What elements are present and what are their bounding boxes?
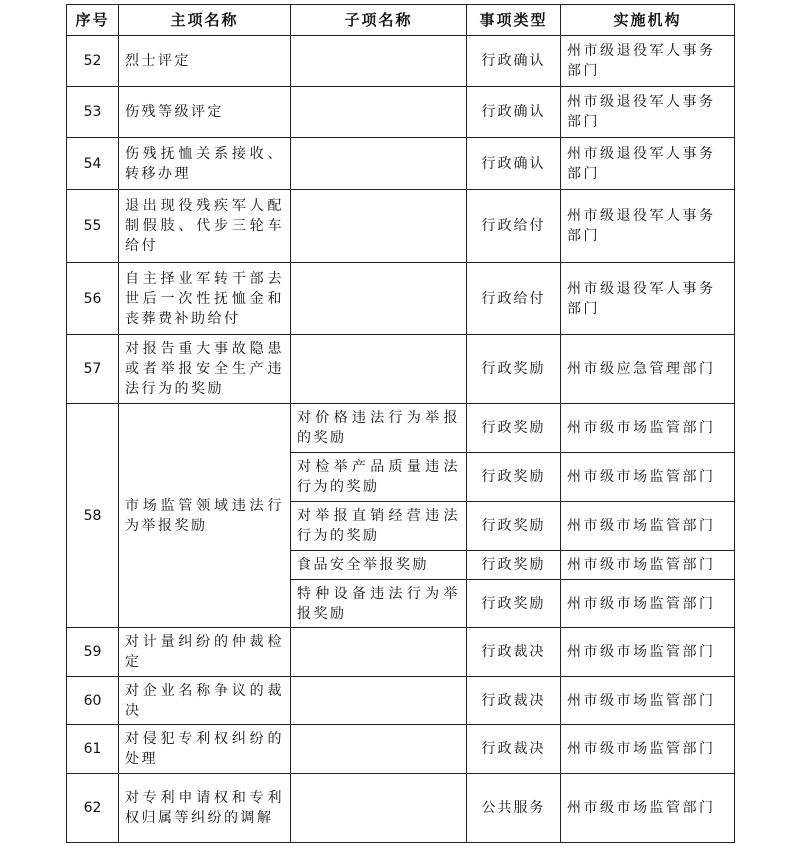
main-item: 对报告重大事故隐患或者举报安全生产违法行为的奖励 [119,335,291,404]
row-num: 53 [67,87,119,138]
agency: 州市级市场监管部门 [561,725,735,774]
row-num: 52 [67,36,119,87]
header-org: 实施机构 [561,5,735,36]
main-item: 伤残等级评定 [119,87,291,138]
agency: 州市级退役军人事务部门 [561,87,735,138]
sub-item: 食品安全举报奖励 [291,551,467,580]
sub-item [291,335,467,404]
row-num: 57 [67,335,119,404]
sub-item: 对价格违法行为举报的奖励 [291,404,467,453]
item-type: 行政裁决 [467,725,561,774]
table-row [67,335,735,404]
sub-item: 对举报直销经营违法行为的奖励 [291,502,467,551]
row-num: 59 [67,628,119,677]
header-num: 序号 [67,5,119,36]
sub-item [291,263,467,335]
agency: 州市级市场监管部门 [561,628,735,677]
row-num: 62 [67,774,119,843]
agency: 州市级市场监管部门 [561,580,735,628]
agency: 州市级退役军人事务部门 [561,36,735,87]
row-num: 55 [67,190,119,263]
item-type: 行政确认 [467,36,561,87]
sub-item [291,677,467,725]
item-type: 行政奖励 [467,404,561,453]
item-type: 行政奖励 [467,453,561,502]
item-type: 行政奖励 [467,502,561,551]
agency: 州市级应急管理部门 [561,335,735,404]
main-item: 伤残抚恤关系接收、转移办理 [119,138,291,190]
main-item: 对计量纠纷的仲裁检定 [119,628,291,677]
agency: 州市级退役军人事务部门 [561,190,735,263]
item-type: 行政确认 [467,138,561,190]
agency: 州市级市场监管部门 [561,677,735,725]
agency: 州市级市场监管部门 [561,774,735,843]
header-main-item: 主项名称 [119,5,291,36]
item-type: 行政给付 [467,190,561,263]
item-type: 行政奖励 [467,580,561,628]
agency: 州市级市场监管部门 [561,404,735,453]
sub-item [291,36,467,87]
table-row [67,138,735,190]
main-item: 退出现役残疾军人配制假肢、代步三轮车给付 [119,190,291,263]
header-type: 事项类型 [467,5,561,36]
table-row [67,677,735,725]
item-type: 行政裁决 [467,628,561,677]
agency: 州市级退役军人事务部门 [561,138,735,190]
row-num: 54 [67,138,119,190]
sub-item [291,774,467,843]
item-type: 行政确认 [467,87,561,138]
main-item: 对企业名称争议的裁决 [119,677,291,725]
sub-item: 对检举产品质量违法行为的奖励 [291,453,467,502]
row-num: 60 [67,677,119,725]
main-item: 市场监管领域违法行为举报奖励 [119,404,291,628]
main-item: 对专利申请权和专利权归属等纠纷的调解 [119,774,291,843]
row-num: 61 [67,725,119,774]
item-type: 行政奖励 [467,335,561,404]
table-row [67,404,735,453]
main-item: 对侵犯专利权纠纷的处理 [119,725,291,774]
sub-item [291,628,467,677]
table-row [67,87,735,138]
item-type: 行政裁决 [467,677,561,725]
item-type: 行政给付 [467,263,561,335]
matters-table [66,4,735,843]
header-sub-item: 子项名称 [291,5,467,36]
table-row [67,628,735,677]
header-row [67,5,735,36]
row-num: 56 [67,263,119,335]
row-num: 58 [67,404,119,628]
sub-item [291,138,467,190]
sub-item: 特种设备违法行为举报奖励 [291,580,467,628]
agency: 州市级退役军人事务部门 [561,263,735,335]
agency: 州市级市场监管部门 [561,502,735,551]
table-row [67,190,735,263]
main-item: 烈士评定 [119,36,291,87]
item-type: 公共服务 [467,774,561,843]
sub-item [291,87,467,138]
agency: 州市级市场监管部门 [561,453,735,502]
sub-item [291,725,467,774]
agency: 州市级市场监管部门 [561,551,735,580]
table-row [67,774,735,843]
table-row [67,725,735,774]
table-row [67,36,735,87]
item-type: 行政奖励 [467,551,561,580]
table-row [67,263,735,335]
main-item: 自主择业军转干部去世后一次性抚恤金和丧葬费补助给付 [119,263,291,335]
sub-item [291,190,467,263]
